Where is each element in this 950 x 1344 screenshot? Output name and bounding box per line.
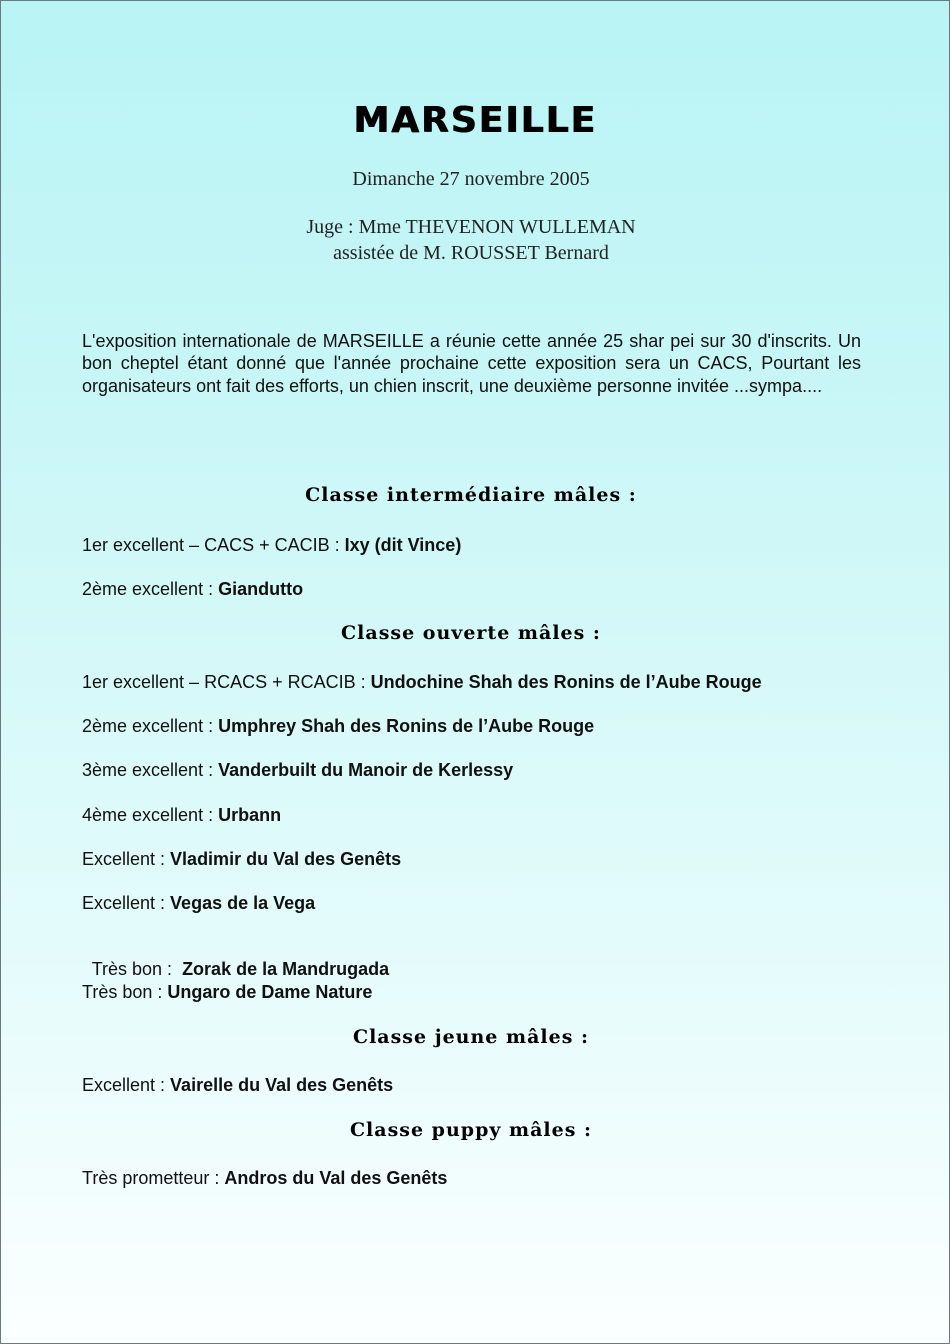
dog-name: Urbann [218, 805, 282, 825]
award-label: 2ème excellent : [82, 579, 219, 599]
result-entry [82, 938, 389, 980]
dog-name: Zorak de la Mandrugada [182, 959, 390, 979]
intro-paragraph: L'exposition internationale de MARSEILLE a réunie cette année 25 shar pei sur 30 d'inscrits. Un bon cheptel étant donné que l'année prochaine cette exposition sera un CACS, Pourtant les organisateurs ont fait des efforts, un chien inscrit, une deuxième personne invitée ...sympa.... [82, 331, 861, 396]
award-label: 4ème excellent : [82, 805, 219, 825]
result-entry [82, 579, 303, 600]
award-label: 2ème excellent : [82, 716, 219, 736]
dog-name: Undochine Shah des Ronins de l’Aube Rouge [370, 672, 762, 692]
assistant-judge-line: assistée de M. ROUSSET Bernard [333, 242, 609, 264]
award-label: Excellent : [82, 1075, 171, 1095]
section-heading-jeune: Classe jeune mâles : [352, 1026, 590, 1048]
award-label: Excellent : [82, 849, 171, 869]
result-entry [82, 535, 461, 556]
result-entry [82, 893, 315, 914]
dog-name: Vairelle du Val des Genêts [170, 1075, 394, 1095]
dog-name: Giandutto [218, 579, 304, 599]
section-heading-ouverte: Classe ouverte mâles : [341, 622, 601, 644]
event-date: Dimanche 27 novembre 2005 [352, 168, 590, 190]
result-entry [82, 716, 594, 737]
section-heading-puppy: Classe puppy mâles : [349, 1119, 593, 1141]
result-entry [82, 1168, 447, 1189]
award-label: Très prometteur : [82, 1168, 225, 1188]
dog-name: Vegas de la Vega [170, 893, 316, 913]
dog-name: Vanderbuilt du Manoir de Kerlessy [218, 760, 514, 780]
dog-name: Umphrey Shah des Ronins de l’Aube Rouge [218, 716, 595, 736]
result-entry [82, 760, 513, 781]
award-label: 3ème excellent : [82, 760, 219, 780]
section-heading-intermediaire: Classe intermédiaire mâles : [305, 484, 637, 506]
award-label: 1er excellent – CACS + CACIB : [82, 535, 345, 555]
dog-name: Vladimir du Val des Genêts [170, 849, 402, 869]
judge-line: Juge : Mme THEVENON WULLEMAN [306, 216, 636, 238]
result-entry [82, 805, 281, 826]
award-label: 1er excellent – RCACS + RCACIB : [82, 672, 371, 692]
award-label: Excellent : [82, 893, 171, 913]
result-entry [82, 982, 372, 1003]
award-label: Très bon : [82, 982, 168, 1002]
dog-name: Andros du Val des Genêts [224, 1168, 448, 1188]
result-entry [82, 672, 762, 693]
result-entry [82, 1075, 393, 1096]
dog-name: Ixy (dit Vince) [344, 535, 462, 555]
award-label: Très bon : [91, 959, 183, 979]
result-entry [82, 849, 401, 870]
page-title: MARSEILLE [353, 100, 597, 141]
dog-name: Ungaro de Dame Nature [167, 982, 373, 1002]
